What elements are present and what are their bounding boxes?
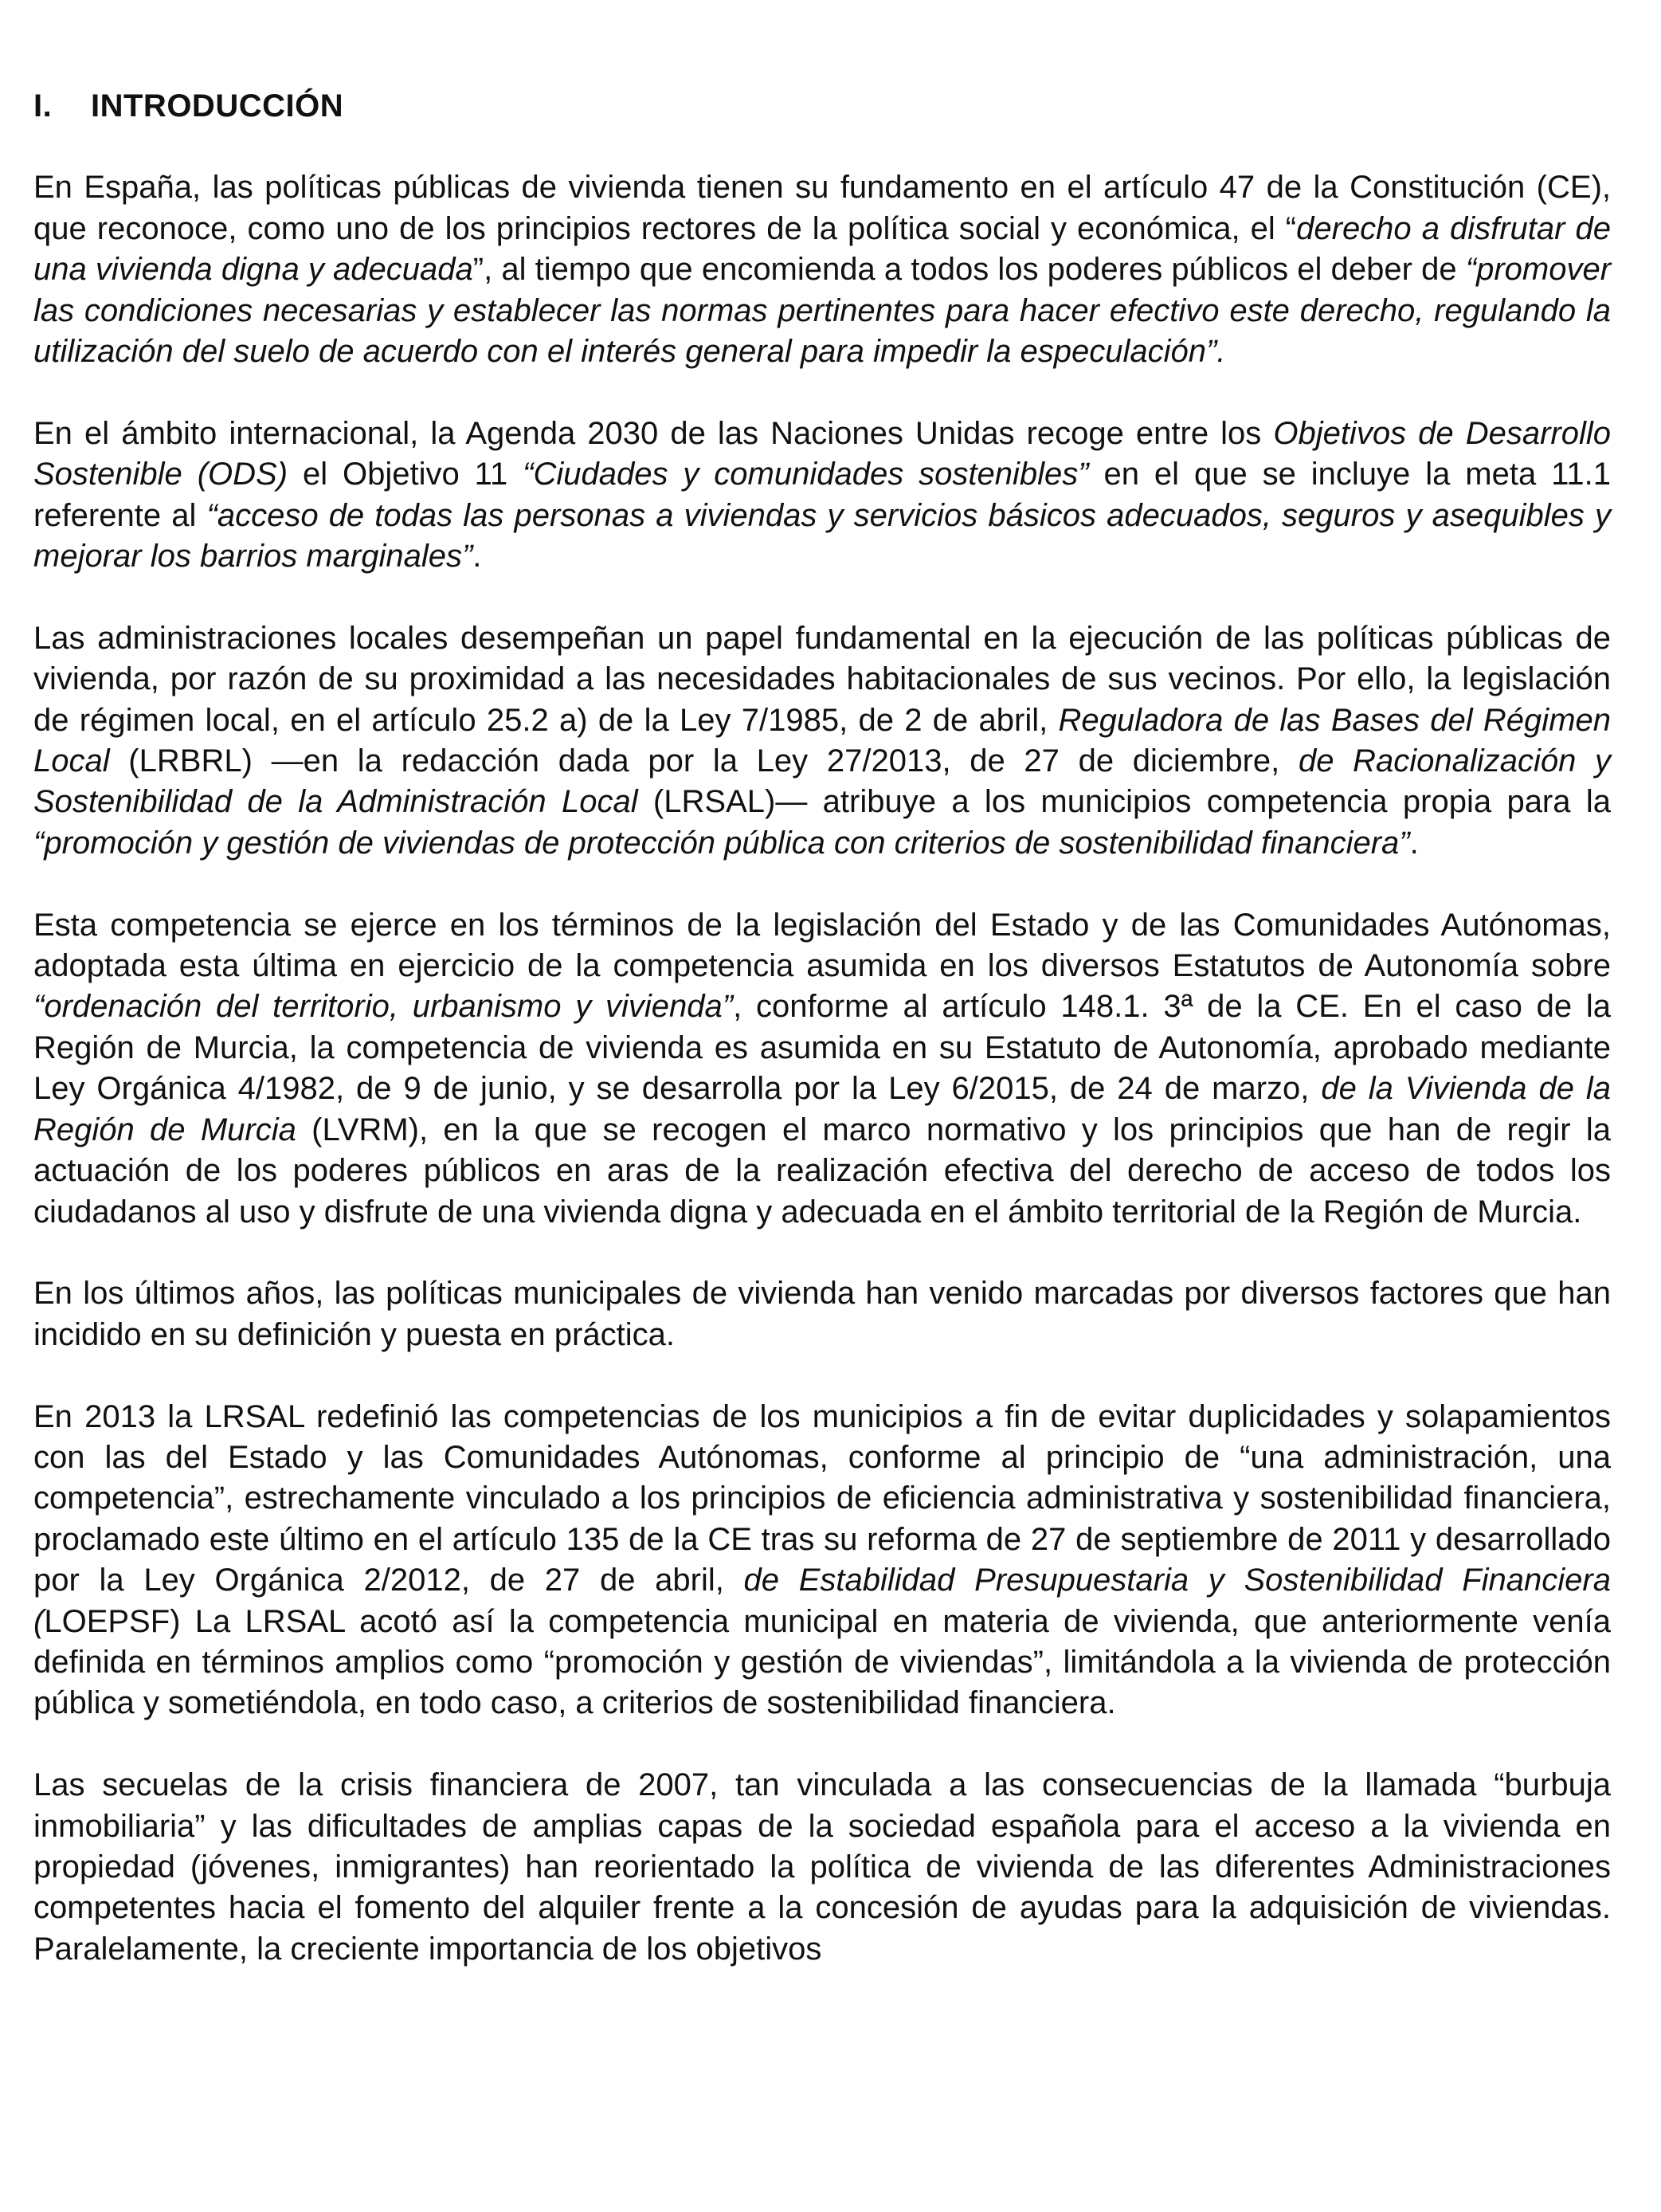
italic-quote: Objetivos de Desarrollo Sostenible (ODS) [33,415,1611,492]
section-heading [33,86,1611,127]
text-segment: (LRSAL)— atribuye a los municipios competencia propia para la [637,784,1611,820]
paragraph-constitution [33,167,1611,372]
italic-quote: “acceso de todas las personas a viviendas y servicios básicos adecuados, seguros y asequibles y mejorar los barrios marginales” [33,497,1611,575]
text-segment: (LVRM), en la que se recogen el marco normativo y los principios que han de regir la actuación de los poderes públicos en aras de la realización efectiva del derecho de acceso de todos los ciudadanos al uso y disfrute de una vivienda digna y adecuada en el ámbito territorial de la Región de Murcia. [33,1112,1611,1230]
text-segment: , conforme al artículo 148.1. 3ª de la CE. En el caso de la Región de Murcia, la competencia de vivienda es asumida en su Estatuto de Autonomía, aprobado mediante Ley Orgánica 4/1982, de 9 de junio, y se desarrolla por la Ley 6/2015, de 24 de marzo, [33,989,1612,1107]
italic-quote: Reguladora de las Bases del Régimen Local [33,702,1612,779]
paragraph-crisis-2007 [33,1765,1611,1970]
heading-number: I. [33,88,53,124]
paragraph-competencia [33,905,1611,1233]
text-segment: En España, las políticas públicas de vivienda tienen su fundamento en el artículo 47 de la Constitución (CE), que reconoce, como uno de los principios rectores de la política social y económica, el “ [33,170,1611,246]
text-segment: En 2013 la LRSAL redefinió las competencias de los municipios a fin de evitar duplicidades y solapamientos con las del Estado y las Comunidades Autónomas, conforme al principio de “una administración, una competencia”, estrechamente vinculado a los principios de eficiencia administrativa y sostenibilidad financiera, proclamado este último en el artículo 135 de la CE tras su reforma de 27 de septiembre de 2011 y desarrollado por la Ley Orgánica 2/2012, de 27 de abril, [33,1398,1611,1598]
paragraph-lrsal-2013 [33,1397,1611,1724]
text-segment: . [472,539,482,575]
paragraph-local-administrations [33,618,1611,864]
text-segment: el Objetivo 11 [288,457,523,492]
italic-quote: de la Vivienda de la Región de Murcia [33,1071,1612,1147]
italic-quote: “ordenación del territorio, urbanismo y vivienda” [33,989,734,1025]
italic-quote: derecho a disfrutar de una vivienda digna y adecuada [33,210,1611,288]
italic-quote: de Estabilidad Presupuestaria y Sostenibilidad Financiera ( [33,1563,1611,1639]
paragraph-ultimos-anos [33,1273,1611,1355]
text-segment: En los últimos años, las políticas municipales de vivienda han venido marcadas por diversos factores que han incidido en su definición y puesta en práctica. [33,1276,1611,1352]
italic-quote: “Ciudades y comunidades sostenibles” [523,457,1089,492]
italic-quote: “promoción y gestión de viviendas de protección pública con criterios de sostenibilidad financiera” [33,825,1410,861]
text-segment: Esta competencia se ejerce en los términos de la legislación del Estado y de las Comunidades Autónomas, adoptada esta última en ejercicio de la competencia asumida en los diversos Estatutos de Autonomía sobre [33,907,1611,984]
text-segment: LOEPSF) La LRSAL acotó así la competencia municipal en materia de vivienda, que anteriormente venía definida en términos amplios como “promoción y gestión de viviendas”, limitándola a la vivienda de protección pública y sometiéndola, en todo caso, a criterios de sostenibilidad financiera. [33,1603,1611,1721]
text-segment: . [1409,825,1419,861]
text-segment: en el que se incluye la meta 11.1 referente al [33,457,1611,533]
text-segment: En el ámbito internacional, la Agenda 2030 de las Naciones Unidas recoge entre los [33,415,1274,451]
text-segment: (LRBRL) —en la redacción dada por la Ley 27/2013, de 27 de diciembre, [109,743,1299,779]
document-page [33,86,1611,1970]
italic-quote: de Racionalización y Sostenibilidad de la Administración Local [33,743,1612,820]
italic-quote: “promover las condiciones necesarias y establecer las normas pertinentes para hacer efectivo este derecho, regulando la utilización del suelo de acuerdo con el interés general para impedir la especulación”. [33,252,1612,370]
paragraph-agenda-2030 [33,414,1611,578]
text-segment: Las administraciones locales desempeñan un papel fundamental en la ejecución de las políticas públicas de vivienda, por razón de su proximidad a las necesidades habitacionales de sus vecinos. Por ello, la legislación de régimen local, en el artículo 25.2 a) de la Ley 7/1985, de 2 de abril, [33,620,1611,738]
text-segment: ”, al tiempo que encomienda a todos los poderes públicos el deber de [472,252,1466,288]
text-segment: Las secuelas de la crisis financiera de 2007, tan vinculada a las consecuencias de la llamada “burbuja inmobiliaria” y las dificultades de amplias capas de la sociedad española para el acceso a la vivienda en propiedad (jóvenes, inmigrantes) han reorientado la política de vivienda de las diferentes Administraciones competentes hacia el fomento del alquiler frente a la concesión de ayudas para la adquisición de viviendas. Paralelamente, la creciente importancia de los objetivos [33,1767,1611,1967]
heading-title: INTRODUCCIÓN [91,88,344,124]
